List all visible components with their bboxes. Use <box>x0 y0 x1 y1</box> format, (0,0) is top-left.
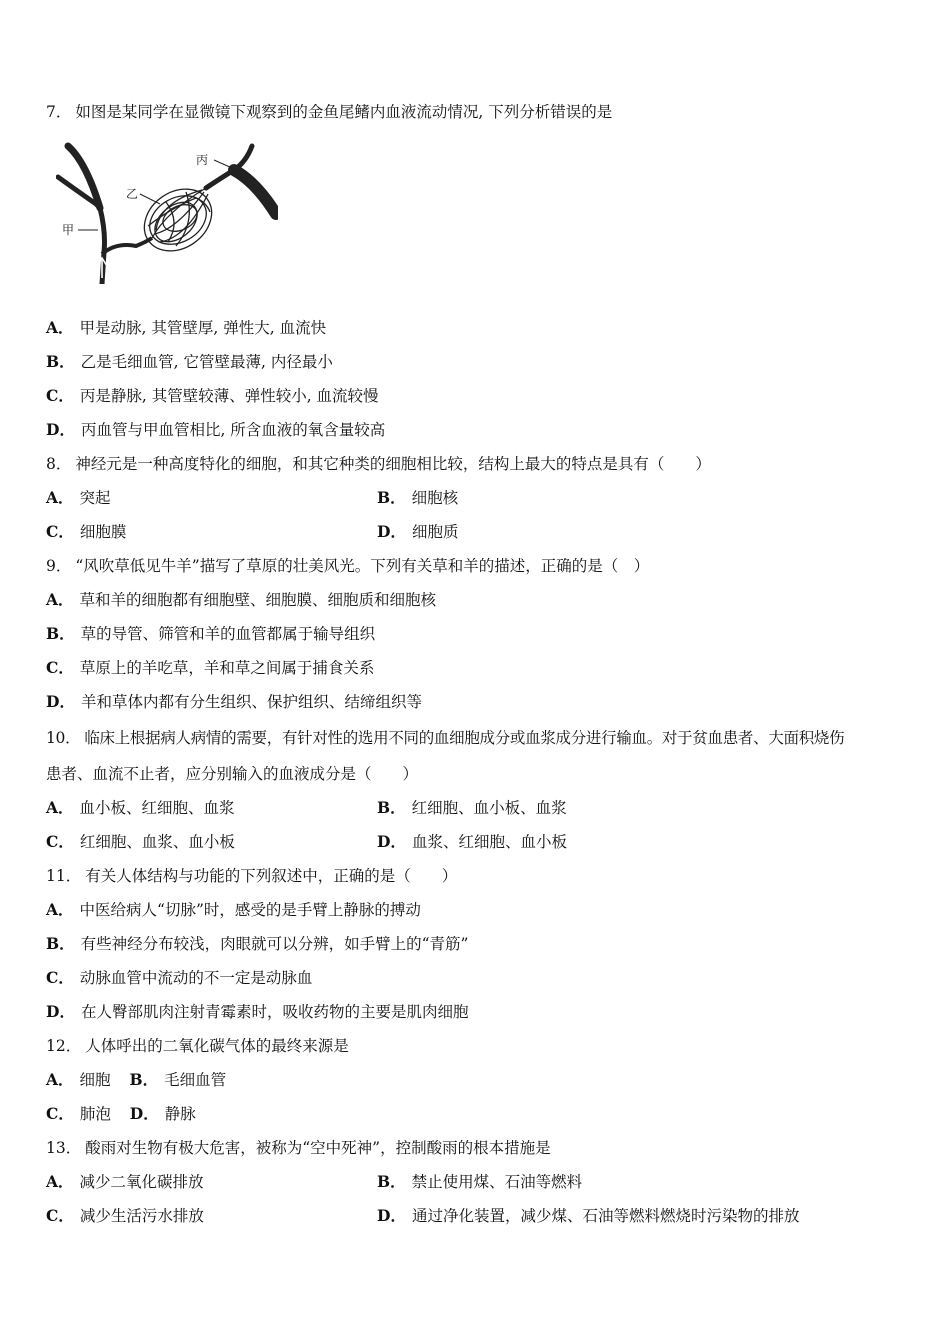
option-b[interactable]: B． 细胞核 <box>377 488 459 507</box>
label-line-bing <box>214 160 232 168</box>
option-b[interactable]: B． 红细胞、血小板、血浆 <box>377 798 567 817</box>
question-12-stem: 12． 人体呼出的二氧化碳气体的最终来源是 <box>46 1037 349 1055</box>
option-d[interactable]: D． 细胞质 <box>377 522 459 541</box>
option-a[interactable]: A． 突起 <box>46 488 111 507</box>
question-text: 如图是某同学在显微镜下观察到的金鱼尾鳍内血液流动情况, 下列分析错误的是 <box>75 103 613 121</box>
option-d[interactable]: D． 通过净化装置，减少煤、石油等燃料燃烧时污染物的排放 <box>377 1206 800 1225</box>
blood-vessel-figure <box>56 142 278 284</box>
question-9-stem: 9． “风吹草低见牛羊”描写了草原的壮美风光。下列有关草和羊的描述，正确的是（ ） <box>46 557 650 575</box>
option-a[interactable]: A． 细胞 <box>46 1070 111 1089</box>
option-c[interactable]: C． 减少生活污水排放 <box>46 1206 204 1225</box>
question-7-stem <box>46 102 612 122</box>
options-row-ab <box>46 1070 226 1090</box>
vein-trunk <box>234 170 276 214</box>
question-8-stem: 8． 神经元是一种高度特化的细胞，和其它种类的细胞相比较，结构上最大的特点是具有（ ） <box>46 455 711 473</box>
question-10-stem-line1: 10． 临床上根据病人病情的需要，有针对性的选用不同的血细胞成分或血浆成分进行输血。对于贫血患者、大面积烧伤 <box>46 729 845 747</box>
option-b[interactable]: B． 乙是毛细血管, 它管壁最薄, 内径最小 <box>46 352 333 371</box>
option-d[interactable]: D． 血浆、红细胞、血小板 <box>377 832 567 851</box>
option-c[interactable]: C． 丙是静脉, 其管壁较薄、弹性较小, 血流较慢 <box>46 386 379 405</box>
option-c[interactable]: C． 动脉血管中流动的不一定是动脉血 <box>46 968 313 987</box>
option-a[interactable]: A． 甲是动脉, 其管壁厚, 弹性大, 血流快 <box>46 318 327 337</box>
option-d[interactable]: D． 在人臀部肌肉注射青霉素时，吸收药物的主要是肌肉细胞 <box>46 1002 469 1021</box>
label-bing: 丙 <box>196 153 209 167</box>
question-11-stem: 11． 有关人体结构与功能的下列叙述中，正确的是（ ） <box>46 867 458 885</box>
question-13-stem: 13． 酸雨对生物有极大危害，被称为“空中死神”，控制酸雨的根本措施是 <box>46 1139 551 1157</box>
option-a[interactable]: A． 草和羊的细胞都有细胞壁、细胞膜、细胞质和细胞核 <box>46 590 437 609</box>
option-b[interactable]: B． 毛细血管 <box>129 1070 227 1089</box>
artery-to-capillary <box>102 238 152 254</box>
option-d[interactable]: D． 羊和草体内都有分生组织、保护组织、结缔组织等 <box>46 692 422 711</box>
label-yi: 乙 <box>126 187 139 201</box>
label-jia: 甲 <box>62 223 75 237</box>
artery-branch <box>68 146 100 208</box>
option-c[interactable]: C． 肺泡 <box>46 1104 111 1123</box>
options-row-cd <box>46 1104 196 1124</box>
option-c[interactable]: C． 细胞膜 <box>46 522 127 541</box>
question-number: 7． <box>46 103 72 121</box>
option-a[interactable]: A． 减少二氧化碳排放 <box>46 1172 204 1191</box>
option-b[interactable]: B． 有些神经分布较浅，肉眼就可以分辨，如手臂上的“青筋” <box>46 934 469 953</box>
option-d[interactable]: D． 丙血管与甲血管相比, 所含血液的氧含量较高 <box>46 420 386 439</box>
question-10-stem-line2: 患者、血流不止者，应分别输入的血液成分是（ ） <box>46 765 419 783</box>
option-d[interactable]: D． 静脉 <box>129 1104 196 1123</box>
option-b[interactable]: B． 禁止使用煤、石油等燃料 <box>377 1172 583 1191</box>
option-a[interactable]: A． 中医给病人“切脉”时，感受的是手臂上静脉的搏动 <box>46 900 421 919</box>
option-a[interactable]: A． 血小板、红细胞、血浆 <box>46 798 235 817</box>
capillary-network-yi <box>132 176 223 263</box>
label-line-yi <box>140 194 160 204</box>
option-c[interactable]: C． 红细胞、血浆、血小板 <box>46 832 235 851</box>
option-c[interactable]: C． 草原上的羊吃草，羊和草之间属于捕食关系 <box>46 658 375 677</box>
option-b[interactable]: B． 草的导管、筛管和羊的血管都属于输导组织 <box>46 624 376 643</box>
